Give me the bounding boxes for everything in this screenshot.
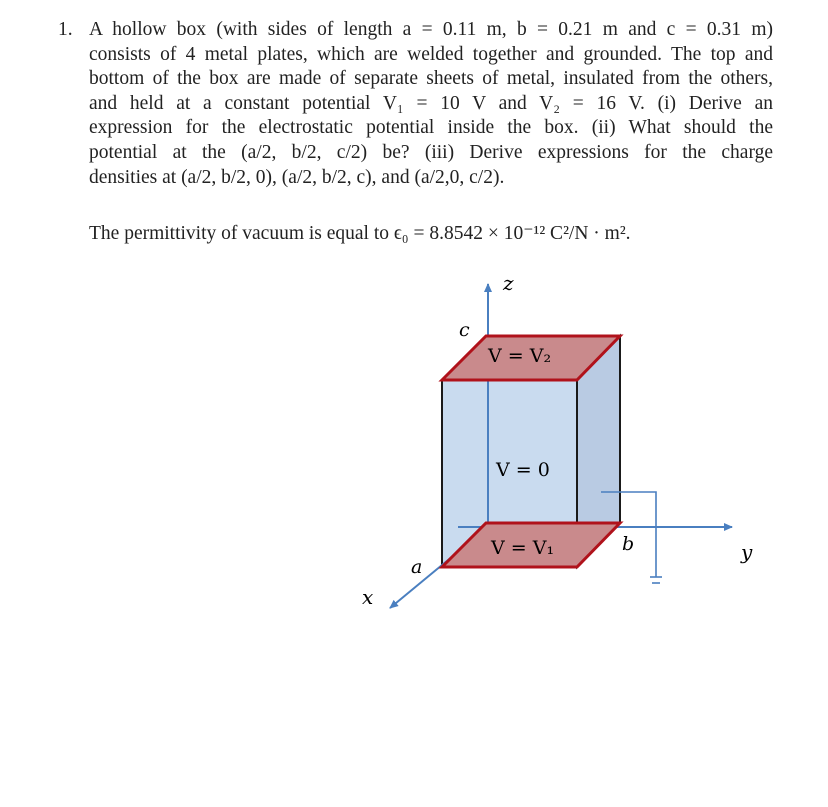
b-label: b <box>622 533 635 555</box>
bottom-plate-label: V = V₁ <box>491 537 555 559</box>
x-axis-label: x <box>362 585 374 609</box>
permittivity-note: The permittivity of vacuum is equal to ϵ₀ = 8.8542 × 10⁻¹² C²/N · m². <box>89 223 631 244</box>
problem-line: densities at (a/2, b/2, 0), (a/2, b/2, c), and (a/2,0, c/2). <box>89 166 505 188</box>
problem-line: potential at the (a/2, b/2, c/2) be? (iii) Derive expressions for the charge <box>89 141 773 163</box>
top-plate-label: V = V₂ <box>488 345 552 367</box>
problem-line: consists of 4 metal plates, which are welded together and grounded. The top and <box>89 43 773 65</box>
problem-number: 1. <box>58 19 73 40</box>
problem-line: bottom of the box are made of separate sheets of metal, insulated from the others, <box>89 68 773 90</box>
side-wall-label: V = 0 <box>496 459 550 481</box>
problem-line: and held at a constant potential V₁ = 10 V and V₂ = 16 V. (i) Derive an <box>89 92 773 114</box>
y-axis-label: y <box>741 540 753 564</box>
a-label: a <box>411 556 423 578</box>
z-axis-label: z <box>503 271 514 295</box>
problem-line: expression for the electrostatic potential inside the box. (ii) What should the <box>89 117 773 139</box>
problem-line: A hollow box (with sides of length a = 0.11 m, b = 0.21 m and c = 0.31 m) <box>89 19 773 40</box>
c-label: c <box>459 319 470 341</box>
